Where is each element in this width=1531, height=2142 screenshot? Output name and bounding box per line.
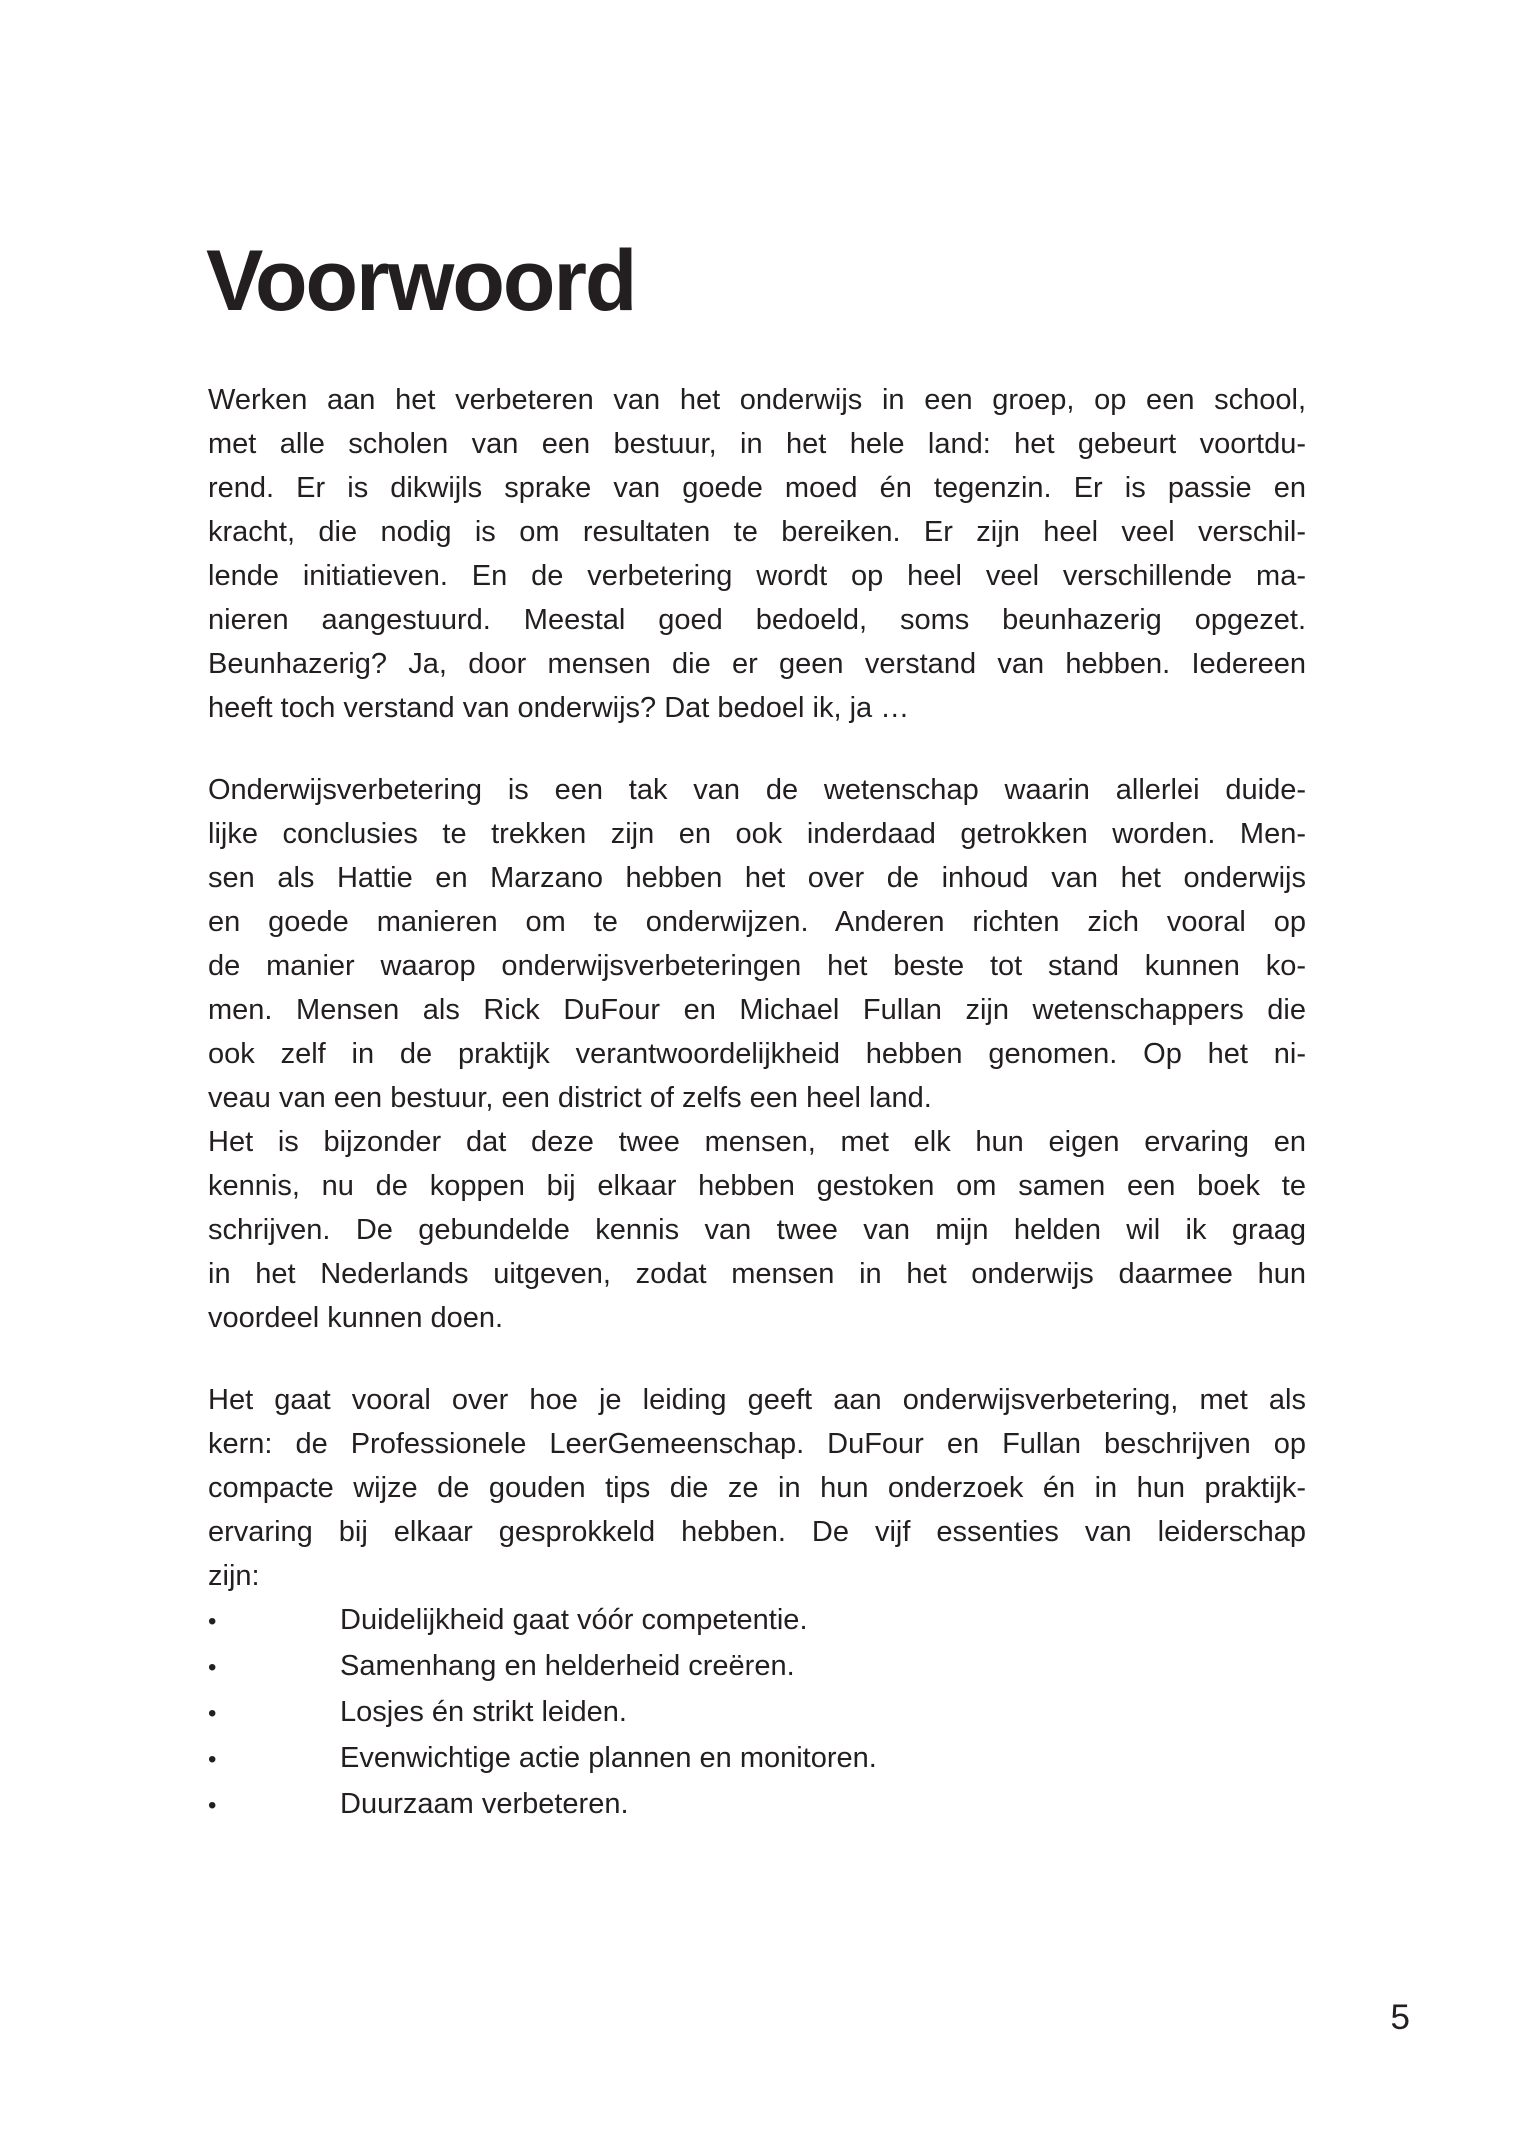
text-line: Het gaat vooral over hoe je leiding geeft aan onderwijsverbetering, met als: [208, 1384, 1306, 1416]
text-line: ook zelf in de praktijk verantwoordelijkheid hebben genomen. Op het ni-: [208, 1038, 1306, 1070]
text-line: compacte wijze de gouden tips die ze in hun onderzoek én in hun praktijk-: [208, 1472, 1306, 1504]
text-line: lende initiatieven. En de verbetering wordt op heel veel verschillende ma-: [208, 560, 1306, 592]
page-title: Voorwoord: [206, 233, 636, 329]
bullet-item: [208, 1782, 1306, 1828]
paragraph-4: [208, 1378, 1306, 1598]
bullet-item: [208, 1598, 1306, 1644]
text-line: zijn:: [208, 1560, 260, 1592]
text-line: voordeel kunnen doen.: [208, 1302, 504, 1334]
bullet-list: [208, 1598, 1306, 1828]
text-line: Beunhazerig? Ja, door mensen die er geen verstand van hebben. Iedereen: [208, 648, 1306, 680]
text-line: met alle scholen van een bestuur, in het hele land: het gebeurt voortdu-: [208, 428, 1306, 460]
paragraph-3: [208, 1120, 1306, 1340]
bullet-item: [208, 1736, 1306, 1782]
text-line: schrijven. De gebundelde kennis van twee van mijn helden wil ik graag: [208, 1214, 1306, 1246]
bullet-icon: •: [208, 1654, 217, 1681]
bullet-icon: •: [208, 1608, 217, 1635]
bullet-item-text: Evenwichtige actie plannen en monitoren.: [340, 1742, 877, 1774]
text-line: men. Mensen als Rick DuFour en Michael Fullan zijn wetenschappers die: [208, 994, 1306, 1026]
text-line: kracht, die nodig is om resultaten te bereiken. Er zijn heel veel verschil-: [208, 516, 1306, 548]
body-text: [208, 378, 1306, 1828]
paragraph-spacer: [208, 730, 1306, 768]
text-line: Het is bijzonder dat deze twee mensen, met elk hun eigen ervaring en: [208, 1126, 1306, 1158]
bullet-item-text: Duidelijkheid gaat vóór competentie.: [340, 1604, 808, 1636]
text-line: nieren aangestuurd. Meestal goed bedoeld, soms beunhazerig opgezet.: [208, 604, 1306, 636]
text-line: ervaring bij elkaar gesprokkeld hebben. De vijf essenties van leiderschap: [208, 1516, 1306, 1548]
bullet-item: [208, 1690, 1306, 1736]
text-line: heeft toch verstand van onderwijs? Dat bedoel ik, ja …: [208, 692, 910, 724]
bullet-icon: •: [208, 1792, 217, 1819]
bullet-icon: •: [208, 1700, 217, 1727]
paragraph-1: [208, 378, 1306, 730]
text-line: lijke conclusies te trekken zijn en ook inderdaad getrokken worden. Men-: [208, 818, 1306, 850]
text-line: rend. Er is dikwijls sprake van goede moed én tegenzin. Er is passie en: [208, 472, 1306, 504]
text-line: en goede manieren om te onderwijzen. Anderen richten zich vooral op: [208, 906, 1306, 938]
paragraph-spacer: [208, 1340, 1306, 1378]
bullet-item-text: Losjes én strikt leiden.: [340, 1696, 627, 1728]
bullet-item-text: Samenhang en helderheid creëren.: [340, 1650, 795, 1682]
bullet-item-text: Duurzaam verbeteren.: [340, 1788, 629, 1820]
paragraph-2: [208, 768, 1306, 1120]
text-line: in het Nederlands uitgeven, zodat mensen in het onderwijs daarmee hun: [208, 1258, 1306, 1290]
text-line: Onderwijsverbetering is een tak van de wetenschap waarin allerlei duide-: [208, 774, 1306, 806]
text-line: kern: de Professionele LeerGemeenschap. DuFour en Fullan beschrijven op: [208, 1428, 1306, 1460]
text-line: Werken aan het verbeteren van het onderwijs in een groep, op een school,: [208, 384, 1306, 416]
text-line: veau van een bestuur, een district of zelfs een heel land.: [208, 1082, 932, 1114]
page-number: 5: [1390, 1998, 1410, 2037]
bullet-icon: •: [208, 1746, 217, 1773]
text-line: de manier waarop onderwijsverbeteringen het beste tot stand kunnen ko-: [208, 950, 1306, 982]
text-line: kennis, nu de koppen bij elkaar hebben gestoken om samen een boek te: [208, 1170, 1306, 1202]
text-line: sen als Hattie en Marzano hebben het over de inhoud van het onderwijs: [208, 862, 1306, 894]
bullet-item: [208, 1644, 1306, 1690]
